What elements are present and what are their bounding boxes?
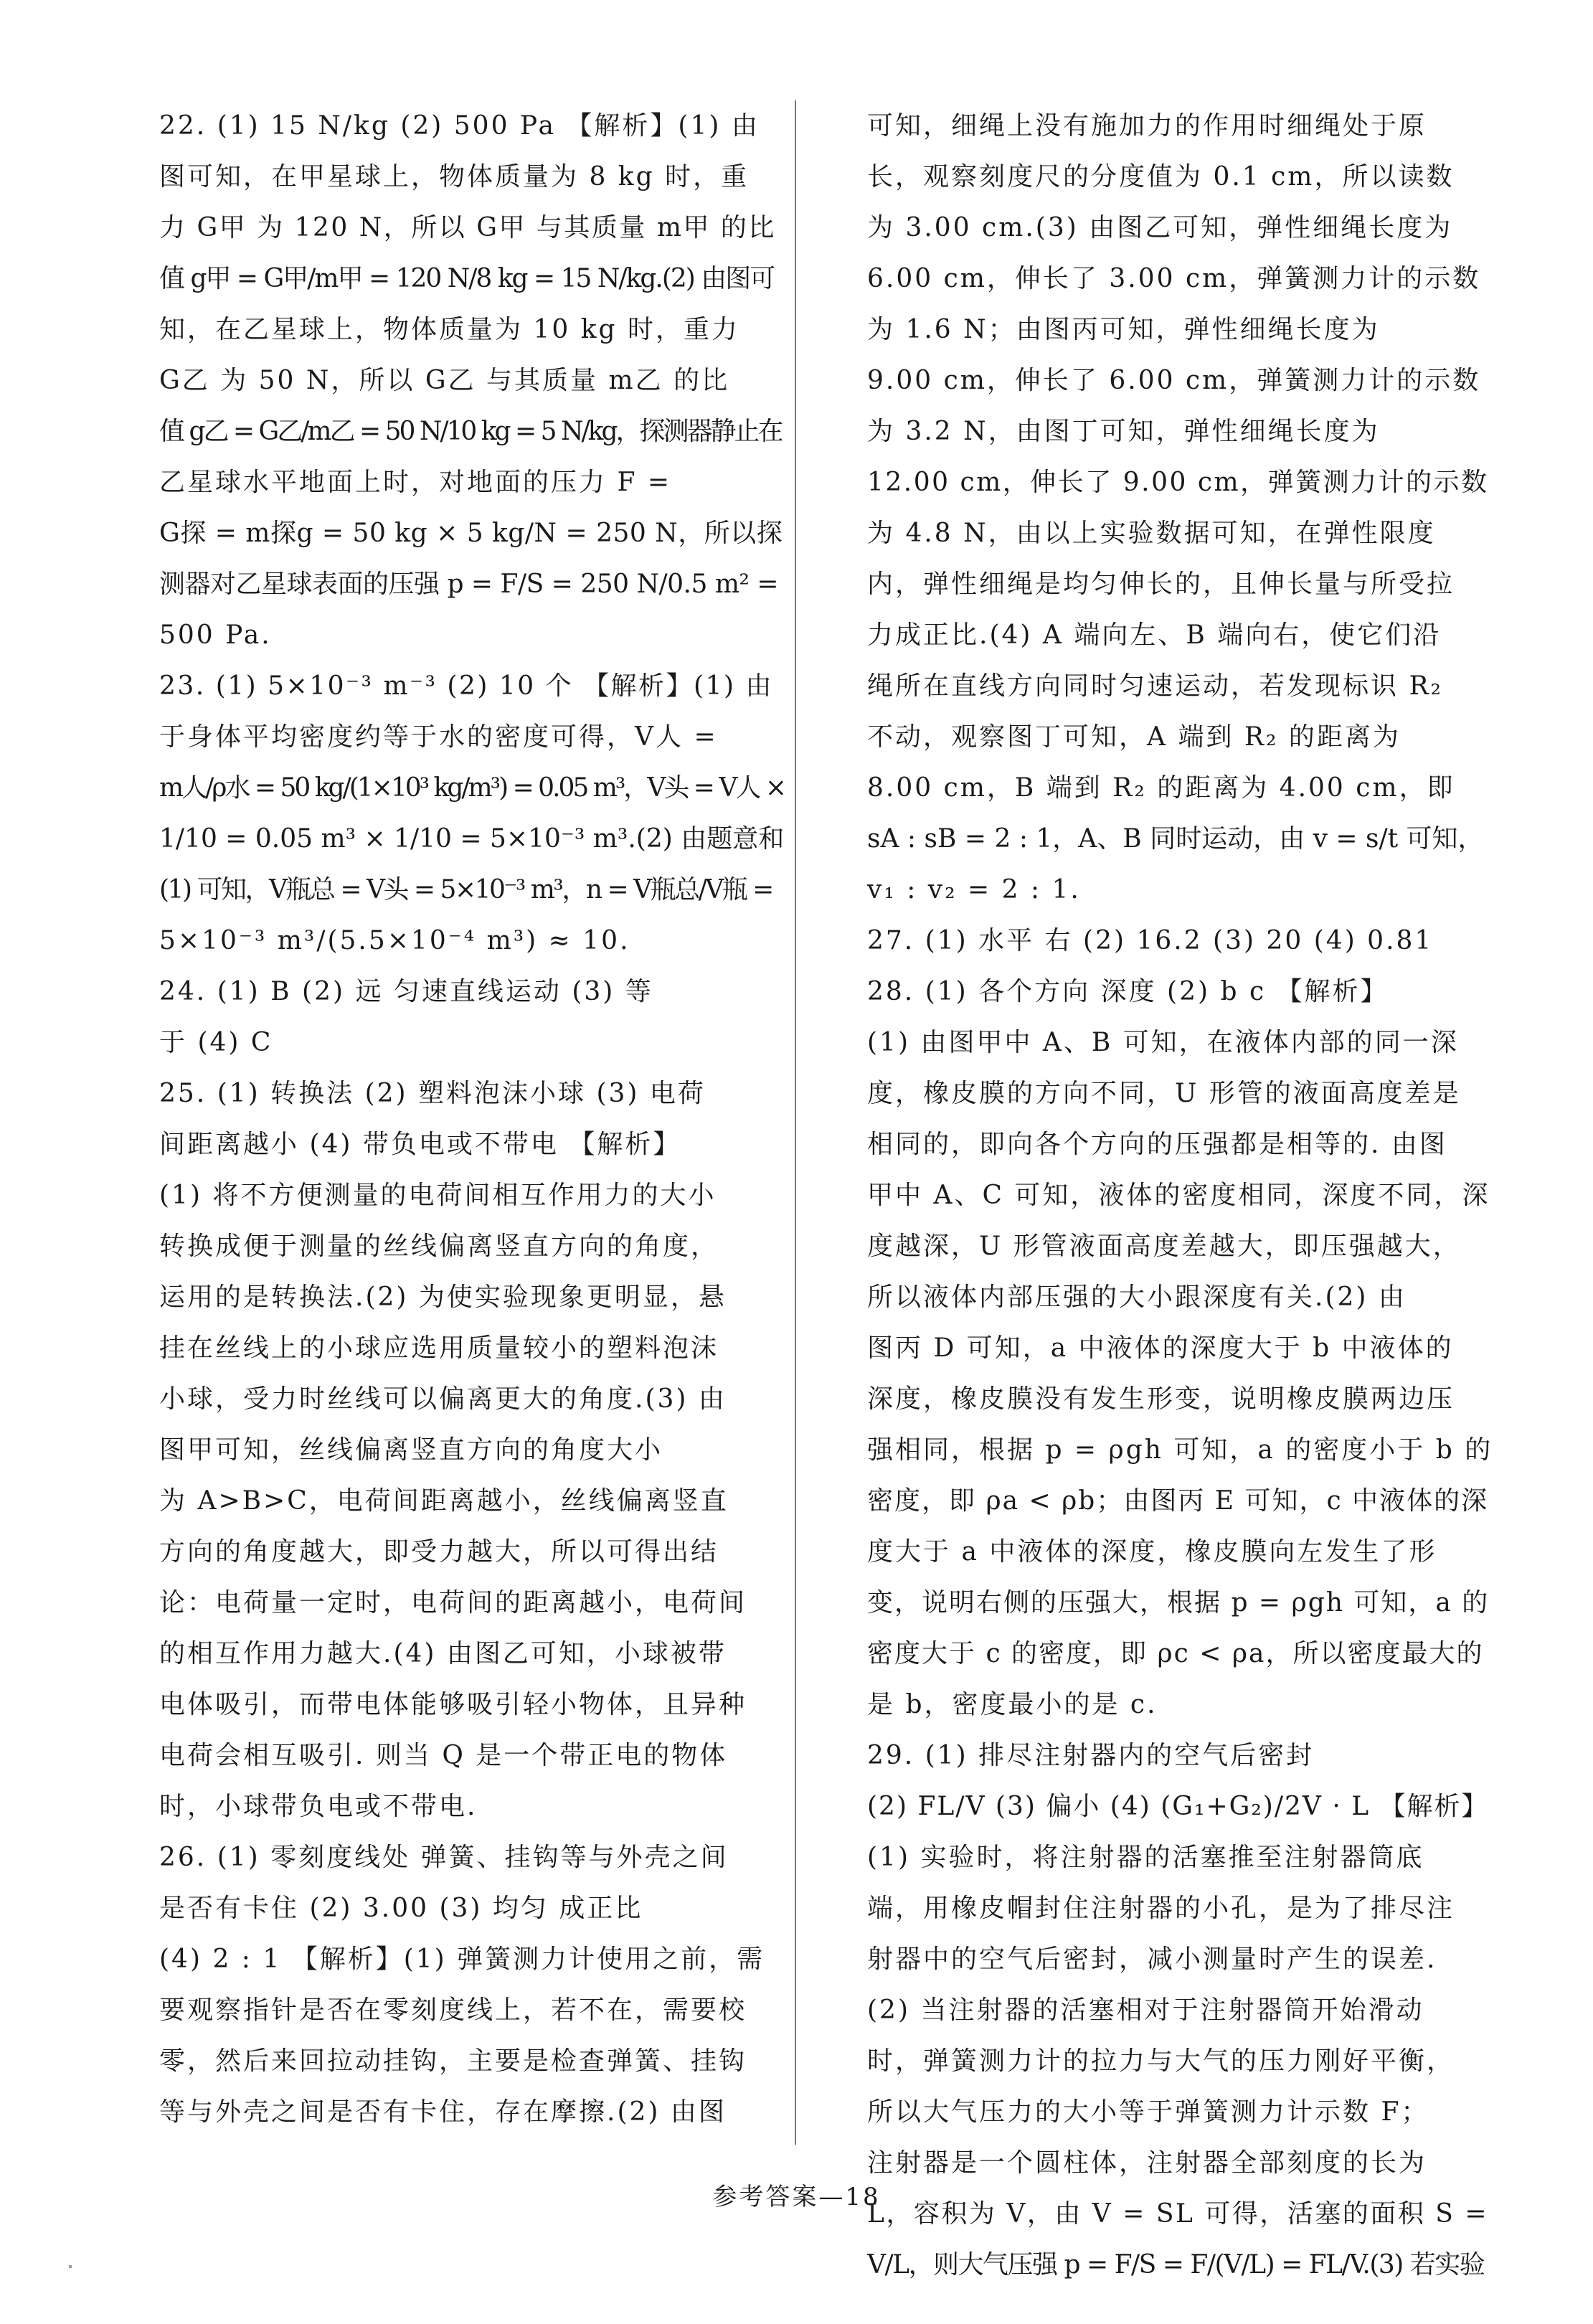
text-line: 力 G甲 为 120 N，所以 G甲 与其质量 m甲 的比	[159, 213, 776, 242]
text-line: 是 b，密度最小的是 c.	[867, 1690, 1158, 1719]
text-line: 运用的是转换法.(2) 为使实验现象更明显，悬	[159, 1283, 727, 1312]
text-line: 12.00 cm，伸长了 9.00 cm，弹簧测力计的示数	[867, 468, 1489, 497]
text-line: 28. (1) 各个方向 深度 (2) b c 【解析】	[867, 977, 1389, 1006]
text-line: 6.00 cm，伸长了 3.00 cm，弹簧测力计的示数	[867, 264, 1481, 293]
text-line: 22. (1) 15 N/kg (2) 500 Pa 【解析】(1) 由	[159, 111, 760, 141]
text-line: 零，然后来回拉动挂钩，主要是检查弹簧、挂钩	[159, 2046, 747, 2076]
text-line: 不动，观察图丁可知，A 端到 R₂ 的距离为	[867, 722, 1401, 752]
text-line: sA : sB = 2 : 1，A、B 同时运动，由 v = s/t 可知，	[867, 824, 1484, 854]
text-line: 为 3.00 cm.(3) 由图乙可知，弹性细绳长度为	[867, 213, 1453, 242]
text-line: 为 A>B>C，电荷间距离越小，丝线偏离竖直	[159, 1486, 729, 1516]
text-line: 变，说明右侧的压强大，根据 p = ρgh 可知，a 的	[867, 1588, 1490, 1617]
text-line: 为 3.2 N，由图丁可知，弹性细绳长度为	[867, 417, 1380, 446]
text-line: 测器对乙星球表面的压强 p = F/S = 250 N/0.5 m² =	[159, 570, 779, 599]
text-line: 图丙 D 可知，a 中液体的深度大于 b 中液体的	[867, 1333, 1454, 1363]
text-line: 29. (1) 排尽注射器内的空气后密封	[867, 1741, 1315, 1770]
text-line: 相同的，即向各个方向的压强都是相等的. 由图	[867, 1130, 1447, 1159]
text-line: 500 Pa.	[159, 620, 272, 650]
text-line: 电体吸引，而带电体能够吸引轻小物体，且异种	[159, 1690, 747, 1719]
text-line: 图可知，在甲星球上，物体质量为 8 kg 时，重	[159, 162, 750, 192]
text-line: 于 (4) C	[159, 1028, 273, 1057]
text-line: 是否有卡住 (2) 3.00 (3) 均匀 成正比	[159, 1894, 643, 1923]
text-line: (1) 实验时，将注射器的活塞推至注射器筒底	[867, 1843, 1424, 1872]
text-line: L，容积为 V，由 V = SL 可得，活塞的面积 S =	[867, 2199, 1489, 2229]
text-line: 值 g乙 = G乙/m乙 = 50 N/10 kg = 5 N/kg，探测器静止在	[159, 417, 782, 446]
text-line: 射器中的空气后密封，减小测量时产生的误差.	[867, 1945, 1437, 1974]
text-line: (2) FL/V (3) 偏小 (4) (G₁+G₂)/2V · L 【解析】	[867, 1792, 1489, 1821]
text-line: 24. (1) B (2) 远 匀速直线运动 (3) 等	[159, 977, 653, 1006]
text-line: 强相同，根据 p = ρgh 可知，a 的密度小于 b 的	[867, 1435, 1493, 1465]
text-line: 要观察指针是否在零刻度线上，若不在，需要校	[159, 1995, 747, 2025]
text-line: (1) 将不方便测量的电荷间相互作用力的大小	[159, 1181, 717, 1210]
text-line: v₁ : v₂ = 2 : 1.	[867, 875, 1081, 904]
text-line: (4) 2 : 1 【解析】(1) 弹簧测力计使用之前，需	[159, 1945, 765, 1974]
text-line: m人/ρ水 = 50 kg/(1×10³ kg/m³) = 0.05 m³，V头 = V人 ×	[159, 773, 785, 803]
text-line: 长，观察刻度尺的分度值为 0.1 cm，所以读数	[867, 162, 1455, 192]
left-column	[159, 100, 785, 2138]
text-line: 时，弹簧测力计的拉力与大气的压力刚好平衡，	[867, 2046, 1455, 2076]
text-line: 度，橡皮膜的方向不同，U 形管的液面高度差是	[867, 1079, 1461, 1108]
text-line: 1/10 = 0.05 m³ × 1/10 = 5×10⁻³ m³.(2) 由题意和	[159, 824, 785, 854]
text-line: 内，弹性细绳是均匀伸长的，且伸长量与所受拉	[867, 570, 1455, 599]
text-line: 转换成便于测量的丝线偏离竖直方向的角度，	[159, 1232, 719, 1261]
text-line: 论：电荷量一定时，电荷间的距离越小，电荷间	[159, 1588, 747, 1617]
text-line: 8.00 cm，B 端到 R₂ 的距离为 4.00 cm，即	[867, 773, 1455, 803]
text-line: 9.00 cm，伸长了 6.00 cm，弹簧测力计的示数	[867, 366, 1481, 395]
text-line: 所以液体内部压强的大小跟深度有关.(2) 由	[867, 1283, 1407, 1312]
text-line: 注射器是一个圆柱体，注射器全部刻度的长为	[867, 2148, 1427, 2178]
text-line: G乙 为 50 N，所以 G乙 与其质量 m乙 的比	[159, 366, 730, 395]
text-line: 值 g甲 = G甲/m甲 = 120 N/8 kg = 15 N/kg.(2) 由图可	[159, 264, 775, 293]
text-line: 5×10⁻³ m³/(5.5×10⁻⁴ m³) ≈ 10.	[159, 926, 630, 955]
text-line: 力成正比.(4) A 端向左、B 端向右，使它们沿	[867, 620, 1442, 650]
text-line: 乙星球水平地面上时，对地面的压力 F =	[159, 468, 672, 497]
text-line: 知，在乙星球上，物体质量为 10 kg 时，重力	[159, 315, 739, 344]
column-divider	[795, 100, 796, 2145]
text-line: 为 1.6 N；由图丙可知，弹性细绳长度为	[867, 315, 1380, 344]
text-line: 度越深，U 形管液面高度差越大，即压强越大，	[867, 1232, 1461, 1261]
text-line: V/L，则大气压强 p = F/S = F/(V/L) = FL/V.(3) 若实验	[867, 2250, 1485, 2280]
text-line: 的相互作用力越大.(4) 由图乙可知，小球被带	[159, 1639, 727, 1668]
text-line: 小球，受力时丝线可以偏离更大的角度.(3) 由	[159, 1384, 727, 1414]
text-line: 23. (1) 5×10⁻³ m⁻³ (2) 10 个 【解析】(1) 由	[159, 671, 773, 701]
text-line: 挂在丝线上的小球应选用质量较小的塑料泡沫	[159, 1333, 719, 1363]
text-line: 度大于 a 中液体的深度，橡皮膜向左发生了形	[867, 1537, 1437, 1567]
text-line: 时，小球带负电或不带电.	[159, 1792, 478, 1821]
text-line: 密度，即 ρa < ρb；由图丙 E 可知，c 中液体的深	[867, 1486, 1489, 1516]
text-line: 图甲可知，丝线偏离竖直方向的角度大小	[159, 1435, 663, 1465]
text-line: 间距离越小 (4) 带负电或不带电 【解析】	[159, 1130, 681, 1159]
text-line: 所以大气压力的大小等于弹簧测力计示数 F；	[867, 2097, 1429, 2127]
text-line: 25. (1) 转换法 (2) 塑料泡沫小球 (3) 电荷	[159, 1079, 706, 1108]
scan-mark	[69, 2265, 72, 2268]
text-line: 电荷会相互吸引. 则当 Q 是一个带正电的物体	[159, 1741, 728, 1770]
text-line: 绳所在直线方向同时匀速运动，若发现标识 R₂	[867, 671, 1443, 701]
text-line: 26. (1) 零刻度线处 弹簧、挂钩等与外壳之间	[159, 1843, 729, 1872]
right-column	[867, 100, 1493, 2290]
text-line: 端，用橡皮帽封住注射器的小孔，是为了排尽注	[867, 1894, 1455, 1923]
text-line: (2) 当注射器的活塞相对于注射器筒开始滑动	[867, 1995, 1424, 2025]
text-line: 等与外壳之间是否有卡住，存在摩擦.(2) 由图	[159, 2097, 727, 2127]
text-line: (1) 由图甲中 A、B 可知，在液体内部的同一深	[867, 1028, 1459, 1057]
text-line: 方向的角度越大，即受力越大，所以可得出结	[159, 1537, 719, 1567]
page-footer: 参考答案—18	[712, 2183, 881, 2211]
text-line: 27. (1) 水平 右 (2) 16.2 (3) 20 (4) 0.81	[867, 926, 1434, 955]
text-line: 深度，橡皮膜没有发生形变，说明橡皮膜两边压	[867, 1384, 1455, 1414]
text-line: 为 4.8 N，由以上实验数据可知，在弹性限度	[867, 519, 1436, 548]
text-line: 可知，细绳上没有施加力的作用时细绳处于原	[867, 111, 1427, 141]
text-line: 密度大于 c 的密度，即 ρc < ρa，所以密度最大的	[867, 1639, 1484, 1668]
text-line: G探 = m探g = 50 kg × 5 kg/N = 250 N，所以探	[159, 519, 783, 548]
text-line: (1) 可知，V瓶总 = V头 = 5×10⁻³ m³，n = V瓶总/V瓶 =	[159, 875, 772, 904]
text-line: 甲中 A、C 可知，液体的密度相同，深度不同，深	[867, 1181, 1490, 1210]
text-line: 于身体平均密度约等于水的密度可得，V人 =	[159, 722, 718, 752]
